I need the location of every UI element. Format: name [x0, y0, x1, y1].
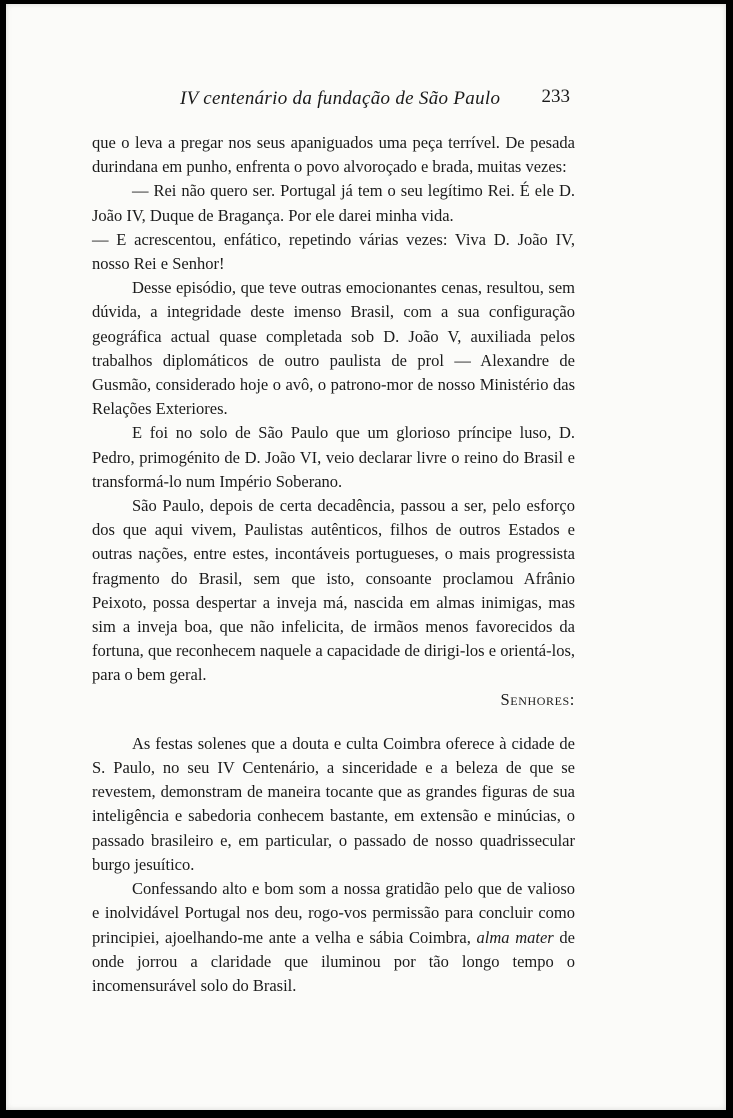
- page-number: 233: [541, 86, 570, 107]
- paragraph-5: E foi no solo de São Paulo que um glorioso príncipe luso, D. Pedro, primogénito de D. João VI, veio declarar livre o reino do Brasil e transformá-lo num Império Soberano.: [92, 423, 575, 491]
- paragraph-7: As festas solenes que a douta e culta Coimbra oferece à cidade de S. Paulo, no seu IV Centenário, a sinceridade e a beleza de que se revestem, demonstram de maneira tocante que as grandes figuras de sua inteligência e sabedoria conhecem bastante, em extensão e minúcias, o passado brasileiro e, em particular, o passado de nosso quadrissecular burgo jesuítico.: [92, 733, 575, 874]
- paragraph-6: São Paulo, depois de certa decadência, passou a ser, pelo esforço dos que aqui vivem, Paulistas autênticos, filhos de outros Estados e outras nações, entre estes, incontáveis portugueses, o mais progressista fragmento do Brasil, sem que isto, consoante proclamou Afrânio Peixoto, possa despertar a inveja má, nascida em almas inimigas, mas sim a inveja boa, que não infelicita, de irmãos menos favorecidos da fortuna, que reconhecem naquele a capacidade de dirigi-los e orientá-los, para o bem geral.: [92, 496, 575, 685]
- body-text: [92, 131, 575, 998]
- paragraph-1: que o leva a pregar nos seus apaniguados uma peça terrível. De pesada durindana em punho, enfrenta o povo alvoroçado e brada, muitas vezes:: [92, 133, 575, 177]
- alma-mater-italic: alma mater: [476, 927, 554, 947]
- paragraph-3: — E acrescentou, enfático, repetindo várias vezes: Viva D. João IV, nosso Rei e Senhor!: [92, 229, 575, 274]
- address-senhores: Senhores:: [500, 689, 575, 709]
- paragraph-8-text-b: de onde jorrou a claridade que iluminou por tão longo tempo o incomensurável solo do Brasil.: [92, 927, 575, 995]
- paragraph-2: — Rei não quero ser. Portugal já tem o seu legítimo Rei. É ele D. João IV, Duque de Bragança. Por ele darei minha vida.: [92, 181, 575, 225]
- paragraph-4: Desse episódio, que teve outras emocionantes cenas, resultou, sem dúvida, a integridade deste imenso Brasil, com a sua configuração geográfica actual quase completada sob D. João V, auxiliada pelos trabalhos diplomáticos de outro paulista de prol — Alexandre de Gusmão, considerado hoje o avô, o patrono-mor de nosso Ministério das Relações Exteriores.: [92, 278, 575, 419]
- paragraph-8: [92, 877, 575, 998]
- paragraph-8-text-a: Confessando alto e bom som a nossa gratidão pelo que de valioso e inolvidável Portugal nos deu, rogo-vos permissão para concluir como principiei, ajoelhando-me ante a velha e sábia Coimbra,: [92, 879, 575, 947]
- running-title: IV centenário da fundação de São Paulo: [180, 88, 501, 109]
- page-header: [180, 88, 580, 116]
